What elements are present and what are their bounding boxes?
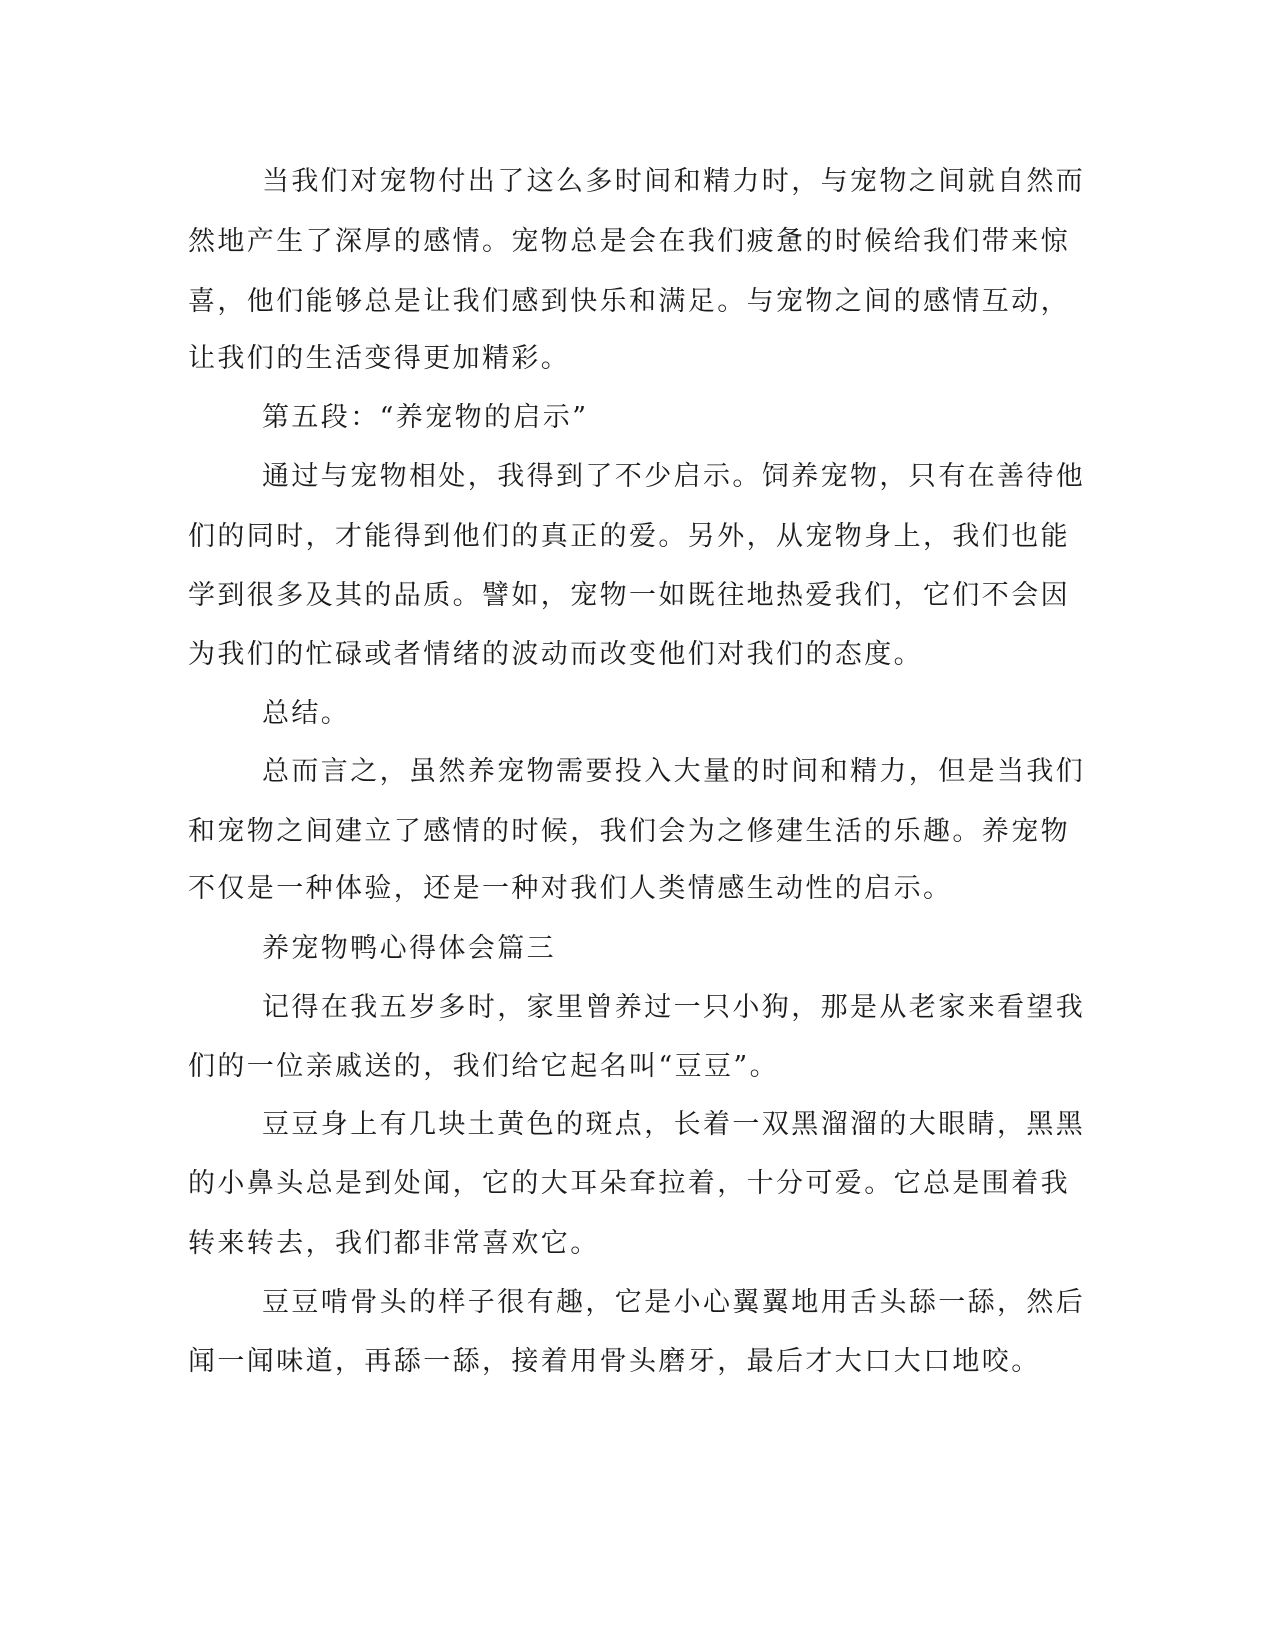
paragraph-line: 们的同时，才能得到他们的真正的爱。另外，从宠物身上，我们也能 — [188, 521, 1070, 552]
section-heading: 第五段：“养宠物的启示” — [262, 402, 589, 433]
paragraph-line: 闻一闻味道，再舔一舔，接着用骨头磨牙，最后才大口大口地咬。 — [188, 1346, 1041, 1377]
paragraph-line: 记得在我五岁多时，家里曾养过一只小狗，那是从老家来看望我 — [262, 992, 1086, 1023]
paragraph-line: 转来转去，我们都非常喜欢它。 — [188, 1228, 600, 1259]
paragraph-line: 和宠物之间建立了感情的时候，我们会为之修建生活的乐趣。养宠物 — [188, 816, 1070, 847]
paragraph-line: 不仅是一种体验，还是一种对我们人类情感生动性的启示。 — [188, 873, 953, 904]
paragraph-line: 豆豆身上有几块土黄色的斑点，长着一双黑溜溜的大眼睛，黑黑 — [262, 1109, 1086, 1140]
paragraph-line: 让我们的生活变得更加精彩。 — [188, 343, 571, 374]
paragraph-line: 们的一位亲戚送的，我们给它起名叫“豆豆”。 — [188, 1051, 780, 1082]
paragraph-line: 豆豆啃骨头的样子很有趣，它是小心翼翼地用舌头舔一舔，然后 — [262, 1287, 1086, 1318]
paragraph-line: 然地产生了深厚的感情。宠物总是会在我们疲惫的时候给我们带来惊 — [188, 226, 1070, 257]
paragraph-line: 的小鼻头总是到处闻，它的大耳朵耷拉着，十分可爱。它总是围着我 — [188, 1168, 1070, 1199]
section-heading: 总结。 — [262, 698, 351, 729]
paragraph-line: 为我们的忙碌或者情绪的波动而改变他们对我们的态度。 — [188, 639, 923, 670]
paragraph-line: 当我们对宠物付出了这么多时间和精力时，与宠物之间就自然而 — [262, 166, 1086, 197]
article-heading: 养宠物鸭心得体会篇三 — [262, 933, 556, 964]
paragraph-line: 学到很多及其的品质。譬如，宠物一如既往地热爱我们，它们不会因 — [188, 580, 1070, 611]
paragraph-line: 喜，他们能够总是让我们感到快乐和满足。与宠物之间的感情互动， — [188, 286, 1070, 317]
paragraph-line: 通过与宠物相处，我得到了不少启示。饲养宠物，只有在善待他 — [262, 461, 1086, 492]
paragraph-line: 总而言之，虽然养宠物需要投入大量的时间和精力，但是当我们 — [262, 756, 1086, 787]
